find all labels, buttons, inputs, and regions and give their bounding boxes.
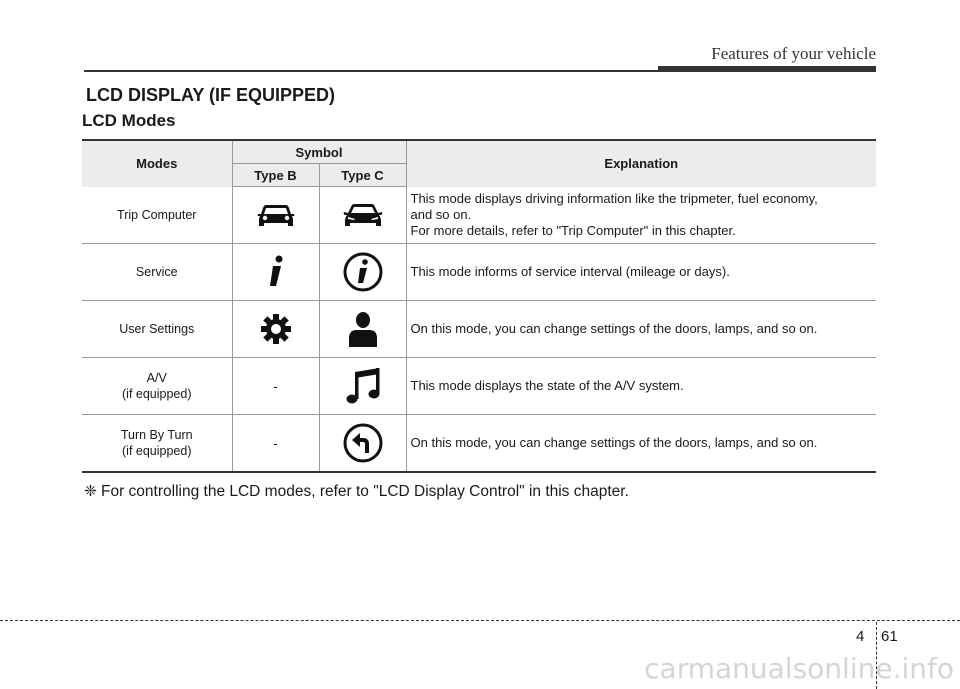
footnote-mark: ❈ — [84, 483, 97, 500]
page-number: 61 — [881, 628, 898, 645]
footnote — [84, 482, 629, 501]
lcd-modes-table — [82, 139, 876, 473]
table-row — [82, 415, 876, 473]
watermark: carmanualsonline.info — [644, 652, 954, 685]
mode-cell — [82, 187, 232, 244]
turn-arrow-icon — [341, 421, 385, 465]
running-header: Features of your vehicle — [711, 44, 876, 63]
mode-cell — [82, 358, 232, 415]
explanation-cell — [406, 358, 876, 415]
explanation-line: This mode informs of service interval (mileage or days). — [410, 264, 730, 279]
chapter-number: 4 — [856, 628, 865, 645]
mode-name: Turn By Turn — [120, 428, 193, 442]
explanation-line: This mode displays driving information like the tripmeter, fuel economy, — [410, 190, 818, 206]
section-title: LCD DISPLAY (IF EQUIPPED) — [86, 85, 336, 105]
car-icon — [254, 193, 298, 237]
type-b-none: - — [273, 435, 278, 451]
header-explanation: Explanation — [406, 140, 876, 187]
table-row — [82, 187, 876, 244]
header-rule — [84, 70, 876, 72]
explanation-line: On this mode, you can change settings of the doors, lamps, and so on. — [410, 435, 818, 450]
type-c-cell — [319, 244, 406, 301]
footnote-text: For controlling the LCD modes, refer to "LCD Display Control" in this chapter. — [101, 483, 629, 500]
music-note-icon — [341, 364, 385, 408]
table-row — [82, 358, 876, 415]
table-row — [82, 301, 876, 358]
type-b-cell — [232, 415, 319, 473]
mode-name: User Settings — [119, 322, 195, 336]
explanation-cell — [406, 415, 876, 473]
header-modes: Modes — [82, 140, 232, 187]
explanation-line: For more details, refer to "Trip Computer" in this chapter. — [410, 222, 736, 238]
user-icon — [341, 307, 385, 351]
mode-cell — [82, 301, 232, 358]
mode-cell — [82, 244, 232, 301]
info-circle-icon — [341, 250, 385, 294]
type-c-cell — [319, 415, 406, 473]
mode-qualifier: (if equipped) — [122, 444, 192, 458]
gear-icon — [254, 307, 298, 351]
type-b-cell — [232, 244, 319, 301]
type-b-cell — [232, 301, 319, 358]
mode-name: Service — [135, 265, 178, 279]
explanation-cell — [406, 187, 876, 244]
explanation-cell — [406, 301, 876, 358]
type-b-none: - — [273, 378, 278, 394]
type-c-cell — [319, 358, 406, 415]
table-row — [82, 244, 876, 301]
footer-rule — [0, 620, 960, 621]
explanation-line: This mode displays the state of the A/V system. — [410, 378, 684, 393]
explanation-line: and so on. — [410, 206, 472, 222]
mode-cell — [82, 415, 232, 473]
type-b-cell — [232, 358, 319, 415]
explanation-line: On this mode, you can change settings of the doors, lamps, and so on. — [410, 321, 818, 336]
header-type-c: Type C — [319, 164, 406, 187]
car-icon — [341, 193, 385, 237]
subsection-title: LCD Modes — [82, 111, 176, 130]
type-c-cell — [319, 301, 406, 358]
explanation-cell — [406, 244, 876, 301]
header-type-b: Type B — [232, 164, 319, 187]
info-i-icon — [254, 250, 298, 294]
type-c-cell — [319, 187, 406, 244]
mode-qualifier: (if equipped) — [122, 387, 192, 401]
mode-name: A/V — [146, 371, 167, 385]
type-b-cell — [232, 187, 319, 244]
header-symbol: Symbol — [232, 140, 406, 164]
mode-name: Trip Computer — [117, 207, 197, 222]
